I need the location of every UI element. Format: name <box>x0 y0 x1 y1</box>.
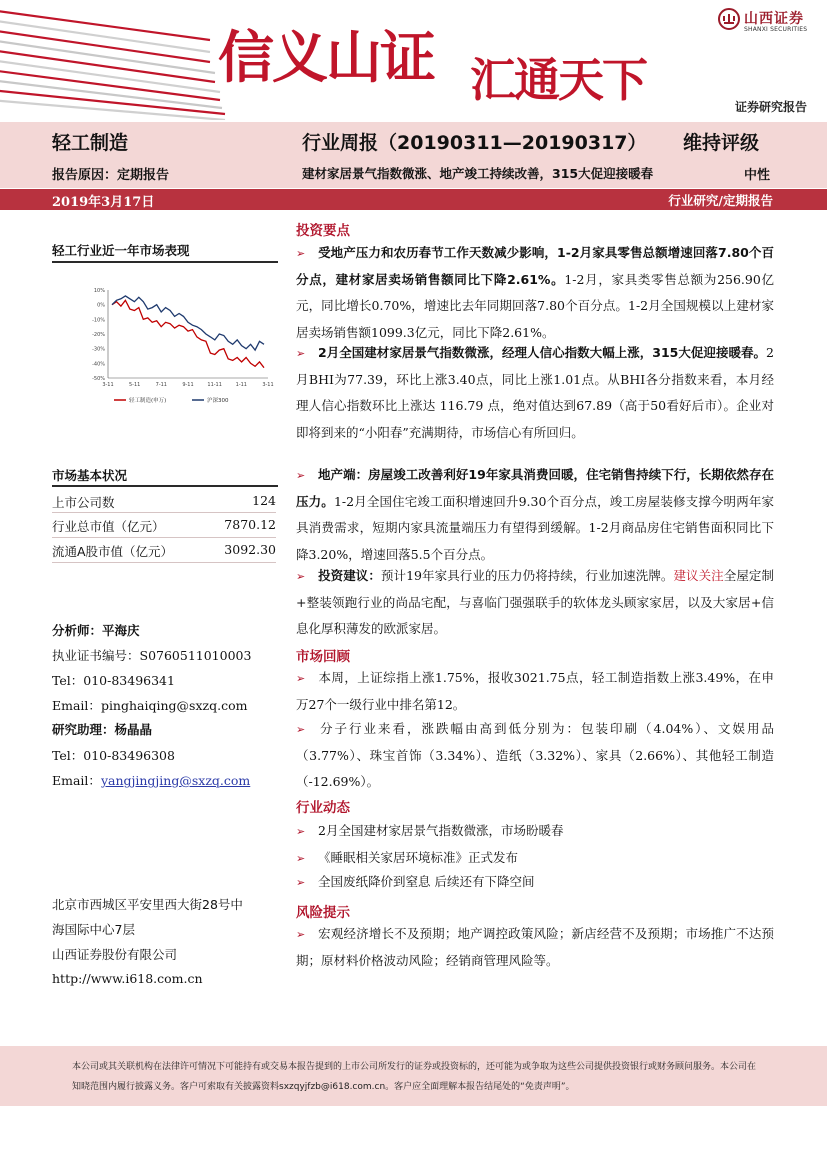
arrow-bullet-icon: ➢ <box>296 570 306 583</box>
chart-series-line-1 <box>112 300 264 367</box>
highlight-4-body-a: 预计19年家具行业的压力仍将持续，行业加速洗牌。 <box>380 568 674 583</box>
market-row-float-cap <box>52 542 276 560</box>
slogan-secondary: 汇通天下 <box>470 53 646 107</box>
highlight-1-lead: 受地产压力和农历春节工作天数减少影响，1-2月家具零售总额增速回落7.80个百分点，建材家居卖场销售额同比下降2.61%。 <box>296 245 774 288</box>
analyst-tel: Tel：010-83496341 <box>52 673 175 688</box>
assistant-email-row <box>52 771 250 789</box>
chart-legend-label: 沪深300 <box>207 398 229 404</box>
analyst-email-row <box>52 696 247 714</box>
market-row-divider <box>52 562 276 563</box>
news-item-3[interactable] <box>296 869 774 896</box>
logo-name: 山西证券 <box>744 11 804 27</box>
chart-title: 轻工行业近一年市场表现 <box>52 243 190 258</box>
highlight-3-lead: 地产端：房屋竣工改善利好19年家具消费回暖，住宅销售持续下行，长期依然存在压力。 <box>296 467 774 510</box>
arrow-bullet-icon: ➢ <box>296 347 306 360</box>
highlight-paragraph-1 <box>296 240 774 346</box>
logo-mark-icon <box>718 8 740 30</box>
chart-legend-label: 轻工制造(申万) <box>129 398 167 404</box>
chart-y-tick-label: -50% <box>92 376 105 382</box>
assistant-tel: Tel：010-83496308 <box>52 748 175 763</box>
market-row-value: 3092.30 <box>224 542 276 557</box>
chart-x-tick-label: 9-11 <box>182 382 194 388</box>
chart-series-line-2 <box>112 296 264 350</box>
analyst-email[interactable]: pinghaiqing@sxzq.com <box>100 698 248 713</box>
arrow-bullet-icon: ➢ <box>296 852 306 865</box>
highlight-paragraph-3 <box>296 462 774 568</box>
highlight-4-body-b: 全屋定制+整装领跑行业的尚品宅配，与喜临门强强联手的软体龙头顾家家居，以及大家居+信息化厚积薄发的欧派家居。 <box>296 568 774 637</box>
email-label: Email： <box>52 773 101 788</box>
market-review-2-text: 分子行业来看，涨跌幅由高到低分别为：包装印刷（4.04%）、文娱用品（3.77%）、珠宝首饰（3.34%）、造纸（3.32%）、家具（2.66%）、其他轻工制造（-12.69%）。 <box>296 721 774 790</box>
report-kind-label: 证券研究报告 <box>734 100 807 114</box>
market-row-divider <box>52 512 276 513</box>
market-row-total-cap <box>52 517 276 535</box>
company-website[interactable]: http://www.i618.com.cn <box>52 971 203 986</box>
arrow-bullet-icon: ➢ <box>296 247 306 260</box>
news-item-1-text: 2月全国建材家居景气指数微涨，市场盼暖春 <box>318 823 564 838</box>
address-line-2: 海国际中心7层 <box>52 922 135 937</box>
rating-value: 中性 <box>744 168 771 183</box>
arrow-bullet-icon: ➢ <box>296 672 306 685</box>
company-logo <box>718 6 818 38</box>
chart-y-tick-label: -10% <box>92 317 105 324</box>
arrow-bullet-icon: ➢ <box>296 876 306 889</box>
market-row-divider <box>52 537 276 538</box>
analyst-name: 分析师：平海庆 <box>52 623 140 638</box>
industry-performance-chart <box>86 286 276 408</box>
chart-x-tick-label: 7-11 <box>155 382 168 388</box>
chart-y-tick-label: -30% <box>92 346 105 353</box>
highlight-4-recommend: 建议关注 <box>673 568 724 583</box>
news-item-3-text: 全国废纸降价到窒息 后续还有下降空间 <box>318 874 535 889</box>
chart-title-rule <box>52 261 278 263</box>
footer-disclaimer: 本公司或其关联机构在法律许可情况下可能持有或交易本报告提到的上市公司所发行的证券或投资标的，还可能为或争取为这些公司提供投资银行或财务顾问服务。本公司在知晓范围内履行披露义务。客户可索取有关披露资料sxzqyjfzb@i618.com.cn。客户应全面理解本报告结尾处的“免责声明”。 <box>72 1062 757 1092</box>
market-row-label: 行业总市值（亿元） <box>52 519 165 534</box>
assistant-email-link[interactable]: yangjingjing@sxzq.com <box>100 773 251 788</box>
report-title: 行业周报（20190311—20190317） <box>302 132 647 154</box>
report-headline: 建材家居景气指数微涨、地产竣工持续改善，315大促迎接暖春 <box>302 166 654 181</box>
highlight-paragraph-4 <box>296 563 774 643</box>
risk-item-1-text: 宏观经济增长不及预期；地产调控政策风险；新店经营不及预期；市场推广不达预期；原材料价格波动风险；经销商管理风险等。 <box>296 926 774 969</box>
section-risk-warning: 风险提示 <box>296 905 350 921</box>
chart-y-tick-label: 10% <box>93 288 105 294</box>
market-review-1 <box>296 665 774 718</box>
chart-y-tick-label: 0% <box>97 302 105 309</box>
address-line-1: 北京市西城区平安里西大街28号中 <box>52 897 243 912</box>
report-reason: 报告原因：定期报告 <box>52 168 170 183</box>
chart-x-tick-label: 11-11 <box>207 382 222 388</box>
section-market-review: 市场回顾 <box>296 649 350 665</box>
market-row-listed <box>52 493 276 511</box>
section-investment-highlights: 投资要点 <box>296 223 350 239</box>
industry-name: 轻工制造 <box>52 132 129 154</box>
market-row-value: 124 <box>252 493 276 508</box>
market-title-rule <box>52 485 278 487</box>
risk-item-1 <box>296 921 774 974</box>
chart-x-tick-label: 5-11 <box>128 382 141 388</box>
assistant-name: 研究助理：杨晶晶 <box>52 722 153 737</box>
report-category: 行业研究/定期报告 <box>668 193 773 208</box>
market-row-label: 上市公司数 <box>52 495 115 510</box>
report-date: 2019年3月17日 <box>52 195 155 210</box>
news-item-1[interactable] <box>296 818 774 845</box>
market-review-2 <box>296 716 774 796</box>
arrow-bullet-icon: ➢ <box>296 469 306 482</box>
section-industry-news: 行业动态 <box>296 800 350 816</box>
slogan-primary: 信义山证 <box>218 25 434 91</box>
chart-x-tick-label: 1-11 <box>235 382 248 388</box>
chart-y-tick-label: -20% <box>92 332 105 338</box>
company-name: 山西证券股份有限公司 <box>52 947 178 962</box>
market-review-1-text: 本周，上证综指上涨1.75%，报收3021.75点，轻工制造指数上涨3.49%，在申万27个一级行业中排名第12。 <box>296 670 774 713</box>
chart-x-tick-label: 3-11 <box>262 382 274 388</box>
arrow-bullet-icon: ➢ <box>296 825 306 838</box>
arrow-bullet-icon: ➢ <box>296 928 306 941</box>
market-row-value: 7870.12 <box>224 517 276 532</box>
highlight-1-body: 1-2月，家具类零售总额为256.90亿元，同比增长0.70%，增速比去年同期回落7.80个百分点。1-2月全国规模以上建材家居卖场销售额1099.3亿元，同比下降2.61%。 <box>296 272 774 340</box>
market-title: 市场基本状况 <box>52 468 128 483</box>
highlight-2-lead: 2月全国建材家居景气指数微涨，经理人信心指数大幅上涨，315大促迎接暖春。 <box>318 345 767 360</box>
highlight-paragraph-2 <box>296 340 774 446</box>
analyst-license: 执业证书编号：S0760511010003 <box>52 648 252 663</box>
highlight-2-body: 2月BHI为77.39，环比上涨3.40点，同比上涨1.01点。从BHI各分指数来看，本月经理人信心指数环比上涨达 116.79 点，绝对值达到67.89（高于50看好后市）。企业对即将到来的“小阳春”充满期待，市场信心有所回归。 <box>296 345 774 440</box>
news-item-2-text: 《睡眠相关家居环境标准》正式发布 <box>318 850 519 865</box>
chart-y-tick-label: -40% <box>92 361 105 368</box>
rating-label: 维持评级 <box>683 132 760 154</box>
market-row-label: 流通A股市值（亿元） <box>52 544 174 559</box>
highlight-3-body: 1-2月全国住宅竣工面积增速回升9.30个百分点，竣工房屋装修支撑今明两年家具消费需求，短期内家具流量端压力有望得到缓解。1-2月商品房住宅销售面积同比下降3.20%，增速回落5.5个百分点。 <box>296 494 774 562</box>
logo-english-name: SHANXI SECURITIES <box>744 26 808 33</box>
email-label: Email： <box>52 698 101 713</box>
highlight-4-lead: 投资建议： <box>318 568 381 583</box>
chart-x-tick-label: 3-11 <box>102 382 114 388</box>
arrow-bullet-icon: ➢ <box>296 723 306 736</box>
top-banner <box>0 0 827 120</box>
